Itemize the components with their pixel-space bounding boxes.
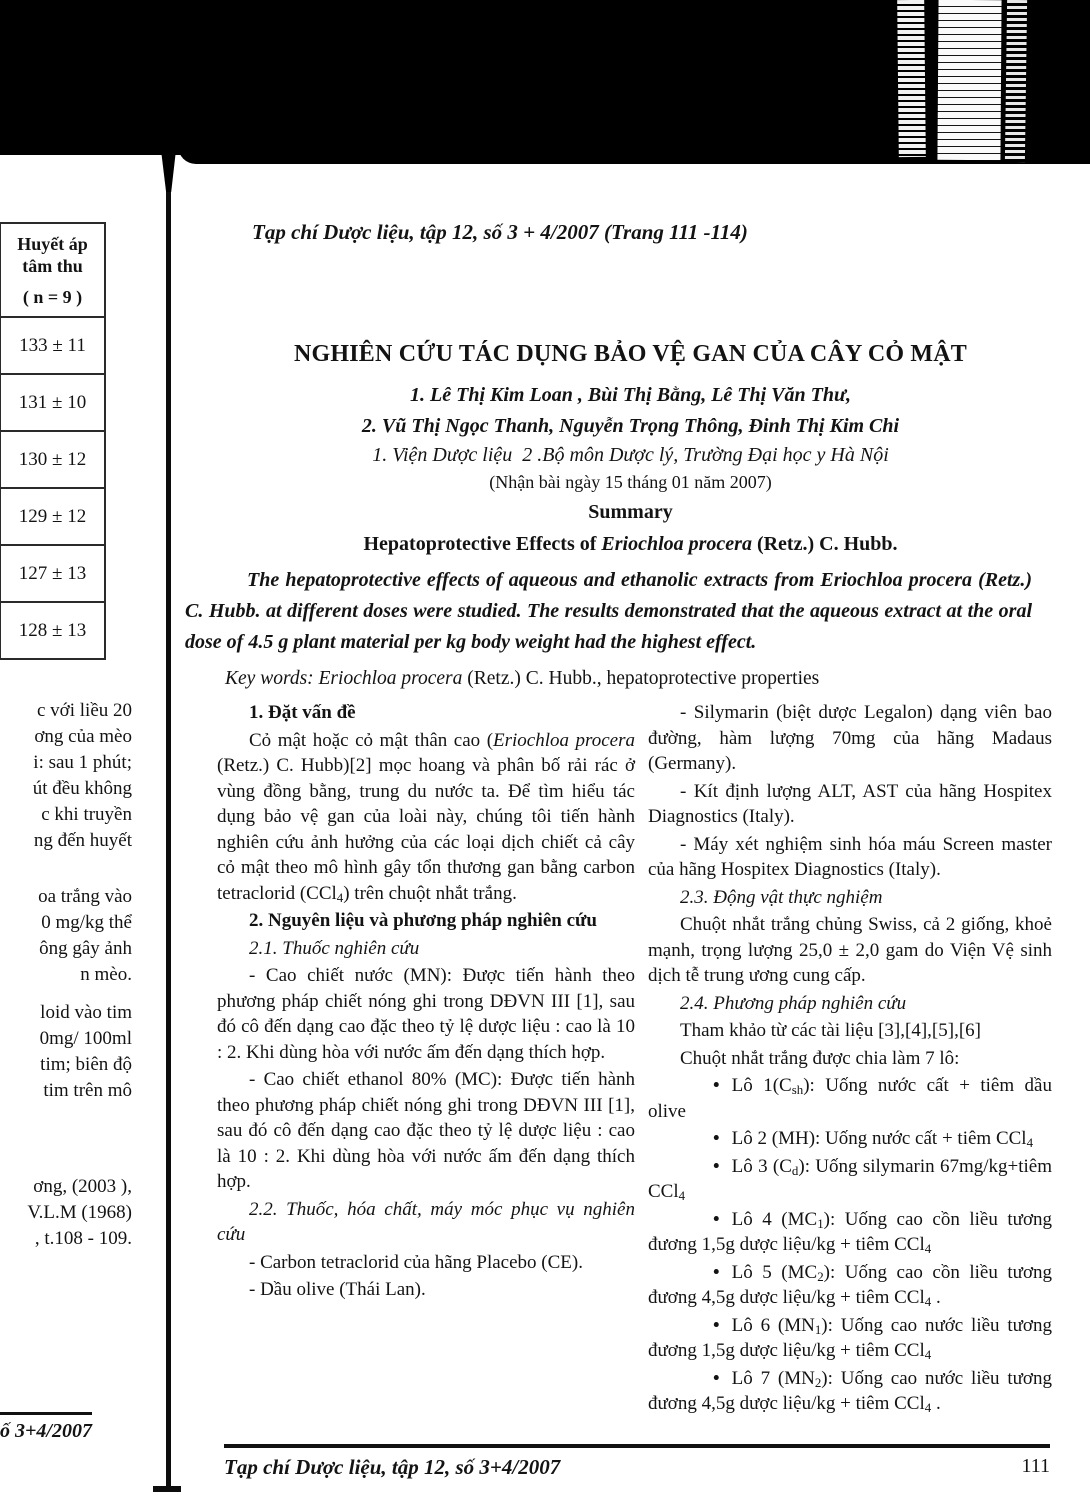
margin-text-line: ng đến huyết <box>33 830 132 851</box>
scan-binding-band <box>0 0 1090 155</box>
abstract: The hepatoprotective effects of aqueous and ethanolic extracts from Eriochloa procera (Retz.) C. Hubb. at different doses were studied. The results demonstrated that the aqueous extract at the oral dose of 4.5 g plant material per kg body weight had the highest effect. <box>185 569 1032 653</box>
table-header-line: Huyết áp <box>17 233 88 254</box>
list-item <box>648 1073 1052 1124</box>
text-run: Eriochloa procera <box>601 533 752 555</box>
margin-text-line: 0 mg/kg thể <box>41 912 132 933</box>
bullet-icon: • <box>712 1313 720 1337</box>
text-run: 2.2. Thuốc, hóa chất, máy móc phục vụ nghiên cứu <box>217 1198 635 1245</box>
bullet-icon: • <box>712 1260 720 1284</box>
text-run: d <box>791 1162 799 1178</box>
bullet-icon: • <box>712 1154 720 1178</box>
margin-text-fragment <box>0 1000 132 1104</box>
text-run: 1 <box>817 1215 824 1231</box>
summary-heading: Summary <box>588 501 673 523</box>
text-run: Lô 1(C <box>731 1075 792 1096</box>
text-run: - Kít định lượng ALT, AST của hãng Hospitex Diagnostics (Italy). <box>648 780 1052 827</box>
margin-text-line: út đều không <box>32 778 132 799</box>
margin-text-fragment <box>0 1174 132 1252</box>
text-run: Chuột nhắt trắng được chia làm 7 lô: <box>680 1047 960 1069</box>
text-run: 1 <box>814 1321 822 1337</box>
list-item <box>648 1366 1052 1417</box>
text-run: Lô 3 (C <box>731 1155 792 1177</box>
table-row: 127 ± 13 <box>1 546 104 603</box>
table-header-line: ( n = 9 ) <box>22 286 83 307</box>
text-run: Key words: Eriochloa procera <box>225 668 463 689</box>
table-body <box>1 318 104 658</box>
section-heading <box>217 908 635 934</box>
table-row: 131 ± 10 <box>1 375 104 432</box>
text-run: Lô 2 (MH): Uống nước cất + tiêm CCl <box>731 1128 1027 1149</box>
bullet-icon: • <box>712 1207 720 1231</box>
table-header-line: tâm thu <box>22 255 83 276</box>
text-run: ): Uống nước cất + tiêm dầu olive <box>648 1075 1052 1122</box>
section-heading <box>648 991 1052 1017</box>
bullet-icon: • <box>712 1366 720 1390</box>
text-run: ) trên chuột nhắt trắng. <box>343 882 517 904</box>
margin-text-line: ông gây ảnh <box>39 938 132 959</box>
margin-text-line: loid vào tim <box>40 1002 132 1023</box>
paragraph <box>217 1067 635 1195</box>
text-run: ): Uống cao cồn liều tương đương 1,5g dược liệu/kg + tiêm CCl <box>648 1208 1052 1255</box>
list-item <box>648 1260 1052 1311</box>
text-run: - Máy xét nghiệm sinh hóa máu Screen master của hãng Hospitex Diagnostics (Italy). <box>648 833 1052 880</box>
bullet-icon: • <box>712 1073 720 1098</box>
text-run: 2. Nguyên liệu và phương pháp nghiên cứu <box>249 910 597 931</box>
text-run: Chuột nhắt trắng chủng Swiss, cả 2 giống, khoẻ mạnh, trọng lượng 25,0 ± 2,0 gam do Viện Vệ sinh dịch tễ trung ương cung cấp. <box>648 914 1052 986</box>
margin-footer-fragment: ố 3+4/2007 <box>0 1412 92 1443</box>
list-item <box>648 1154 1052 1205</box>
text-run: Lô 7 (MN <box>731 1367 815 1389</box>
paragraph <box>217 1277 635 1303</box>
text-run: Lô 4 (MC <box>731 1208 818 1230</box>
paragraph <box>648 1018 1052 1044</box>
text-run: - Dầu olive (Thái Lan). <box>249 1279 426 1300</box>
paragraph <box>648 779 1052 830</box>
text-run: ): Uống cao nước liều tương đương 1,5g dược liệu/kg + tiêm CCl <box>648 1314 1052 1361</box>
previous-page-margin <box>0 158 166 1500</box>
paragraph <box>648 912 1052 989</box>
text-run: 4 <box>1026 1135 1034 1151</box>
table-row: 128 ± 13 <box>18 619 87 641</box>
text-run: 4 <box>924 1400 932 1416</box>
text-run: ): Uống cao cồn liều tương đương 4,5g dược liệu/kg + tiêm CCl <box>648 1261 1052 1308</box>
margin-text-line: c với liều 20 <box>37 700 132 721</box>
text-run: 2.1. Thuốc nghiên cứu <box>249 937 420 959</box>
text-run: 2 <box>814 1374 822 1390</box>
margin-text-line: 0mg/ 100ml <box>39 1028 132 1049</box>
text-run: ): Uống cao nước liều tương đương 4,5g dược liệu/kg + tiêm CCl <box>648 1367 1052 1414</box>
article-page <box>171 158 1090 1500</box>
text-run: Lô 6 (MN <box>731 1314 815 1336</box>
margin-text-line: ơng của mèo <box>34 726 132 747</box>
text-run: Cỏ mật hoặc cỏ mật thân cao ( <box>249 729 494 751</box>
section-heading <box>217 700 635 726</box>
received-date: (Nhận bài ngày 15 tháng 01 năm 2007) <box>489 472 772 492</box>
section-heading <box>217 936 635 962</box>
fanned-page-edge <box>897 0 926 157</box>
paragraph <box>648 832 1052 883</box>
text-run: 4 <box>924 1294 932 1310</box>
paragraph <box>217 1250 635 1276</box>
two-column-body <box>217 698 1090 1419</box>
fanned-page-edge <box>937 0 1001 160</box>
text-run: Tham khảo từ các tài liệu [3],[4],[5],[6] <box>680 1020 981 1041</box>
authors-line-2: 2. Vũ Thị Ngọc Thanh, Nguyễn Trọng Thông, Đinh Thị Kim Chi <box>361 415 900 437</box>
text-run: sh <box>791 1082 804 1098</box>
paragraph <box>217 728 635 907</box>
paragraph <box>217 963 635 1065</box>
list-item <box>648 1207 1052 1258</box>
journal-header: Tạp chí Dược liệu, tập 12, số 3 + 4/2007 (Trang 111 -114) <box>252 220 748 244</box>
margin-text-line: tim trên mô <box>43 1080 132 1101</box>
text-run: ): Uống silymarin 67mg/kg+tiêm CCl <box>648 1155 1052 1202</box>
footer-page-number: 111 <box>1021 1455 1050 1477</box>
margin-text-line: c khi truyền <box>41 804 132 825</box>
section-heading <box>648 885 1052 911</box>
text-run: - Silymarin (biệt dược Legalon) dạng viên bao đường, hàm lượng 70mg của hãng Madaus (Germany). <box>648 702 1052 774</box>
text-run: (Retz.) C. Hubb., hepatoprotective properties <box>462 668 820 689</box>
text-run: 2.4. Phương pháp nghiên cứu <box>680 992 907 1014</box>
left-column <box>217 698 635 1419</box>
margin-text-line: tim; biên độ <box>40 1054 132 1075</box>
margin-text-line: oa trắng vào <box>38 886 132 907</box>
page-footer <box>224 1444 1050 1480</box>
text-run: 4 <box>336 889 344 905</box>
text-run: (Retz.) C. Hubb)[2] mọc hoang và phân bố rải rác ở vùng đồng bằng, trung du nước ta. Để tìm hiểu tác dụng bảo vệ gan của loài này, chúng tôi tiến hành nghiên cứu ảnh hưởng của các loại dịch chiết cả cây cỏ mật theo mô hình gây tổn thương gan bằng carbon tetraclorid (CCl <box>217 755 635 904</box>
text-run: (Retz.) C. Hubb. <box>751 533 898 555</box>
section-heading <box>217 1197 635 1248</box>
blood-pressure-table-fragment <box>0 222 106 660</box>
text-run: . <box>931 1393 941 1414</box>
text-run: . <box>931 1287 941 1308</box>
table-header <box>1 224 104 318</box>
text-run: 2.3. Động vật thực nghiệm <box>680 886 883 908</box>
margin-text-line: i: sau 1 phút; <box>33 752 132 773</box>
authors-line-1: 1. Lê Thị Kim Loan , Bùi Thị Bằng, Lê Thị Văn Thư, <box>410 384 851 406</box>
text-run: 4 <box>924 1241 932 1257</box>
footer-journal-line: Tạp chí Dược liệu, tập 12, số 3+4/2007 <box>224 1455 561 1479</box>
table-row: 130 ± 12 <box>1 432 104 489</box>
margin-text-line: , t.108 - 109. <box>34 1228 132 1249</box>
text-run: - Cao chiết ethanol 80% (MC): Được tiến hành theo phương pháp chiết nóng ghi trong DĐVN III [1], sau đó cô đến dạng cao đặc theo tỷ lệ dược liệu : cao là 10 : 2. Khi dùng hòa với nước ấm đến dạng thích hợp. <box>217 1069 635 1192</box>
margin-text-line: V.L.M (1968) <box>27 1202 132 1223</box>
text-run: - Carbon tetraclorid của hãng Placebo (CE). <box>249 1251 583 1273</box>
paragraph <box>648 1046 1052 1072</box>
margin-text-line: ơng, (2003 ), <box>33 1176 132 1197</box>
margin-text-fragment <box>0 884 132 988</box>
right-column <box>648 698 1052 1419</box>
summary-title <box>171 533 1090 556</box>
margin-text-line: n mèo. <box>80 964 132 985</box>
keywords <box>185 665 1050 692</box>
text-run: Eriochloa procera <box>493 729 635 751</box>
article-title: NGHIÊN CỨU TÁC DỤNG BẢO VỆ GAN CỦA CÂY CỎ MẬT <box>293 341 968 367</box>
fanned-page-edge <box>1005 0 1027 162</box>
table-row: 129 ± 12 <box>1 489 104 546</box>
text-run: 2 <box>817 1268 824 1284</box>
bullet-icon: • <box>712 1126 720 1151</box>
table-row: 133 ± 11 <box>1 318 104 375</box>
affiliation: 1. Viện Dược liệu 2 .Bộ môn Dược lý, Trường Đại học y Hà Nội <box>372 444 889 466</box>
paragraph <box>648 700 1052 777</box>
list-item <box>648 1126 1052 1152</box>
text-run: Lô 5 (MC <box>731 1261 818 1283</box>
text-run: 1. Đặt vấn đề <box>249 702 356 723</box>
list-item <box>648 1313 1052 1364</box>
text-run: 4 <box>678 1188 686 1204</box>
text-run: 4 <box>924 1347 932 1363</box>
margin-text-fragment <box>0 698 132 854</box>
text-run: Hepatoprotective Effects of <box>363 533 602 555</box>
text-run: - Cao chiết nước (MN): Được tiến hành theo phương pháp chiết nóng ghi trong DĐVN III [1], sau đó cô đến dạng cao đặc theo tỷ lệ dược liệu : cao là 10 : 2. Khi dùng hòa với nước ấm đến dạng thích hợp. <box>217 965 635 1063</box>
